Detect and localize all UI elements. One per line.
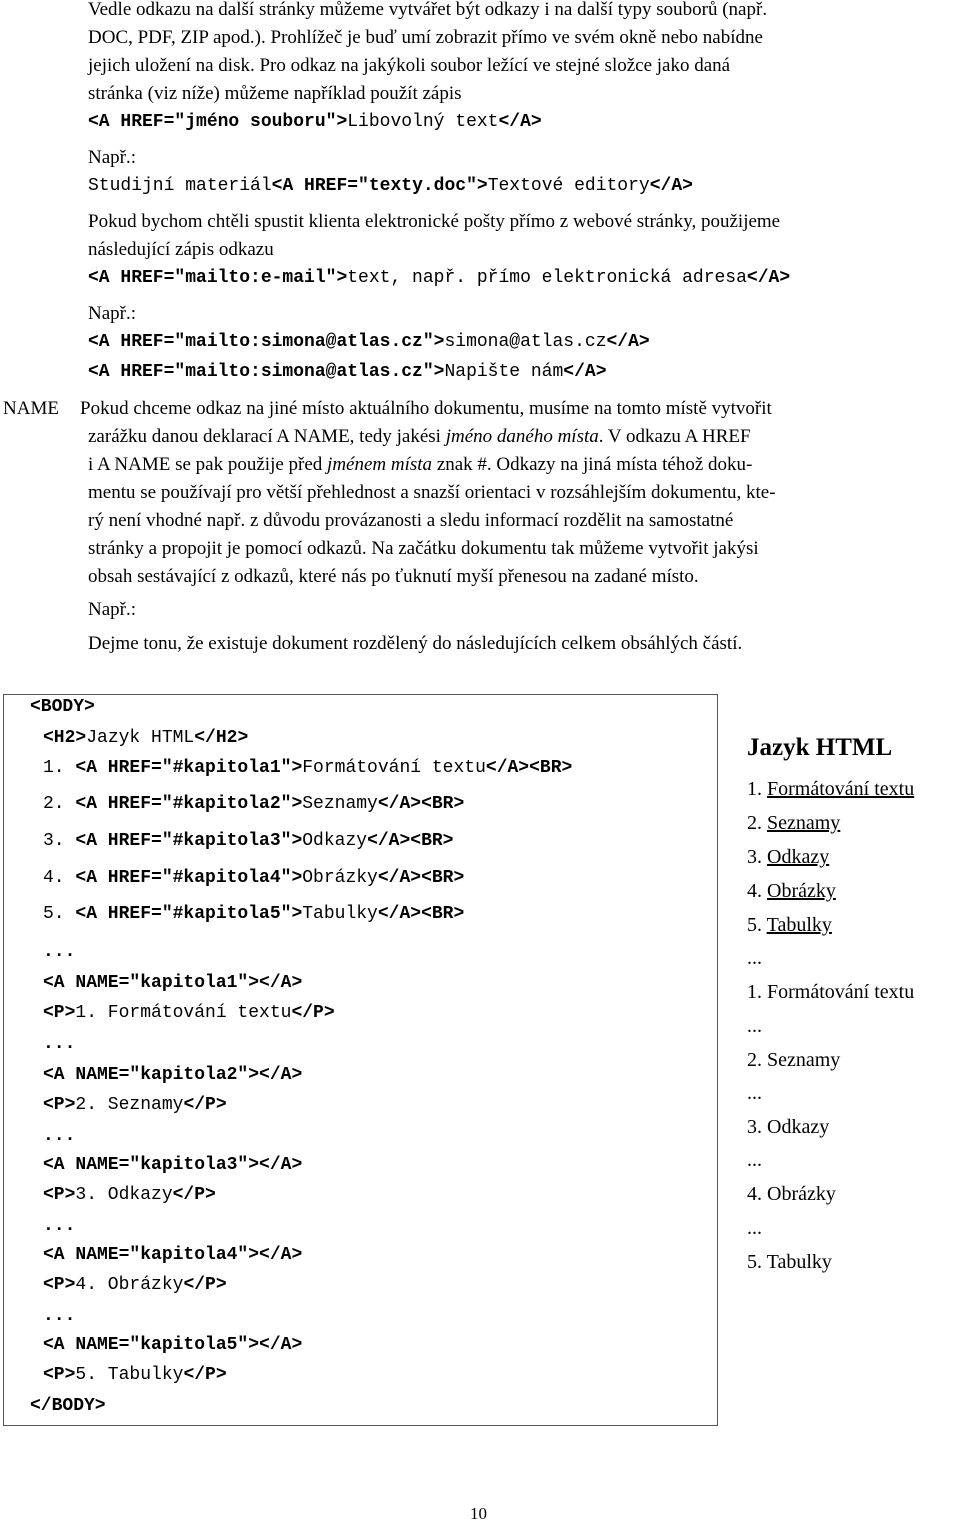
code-line: 2. <A HREF="#kapitola2">Seznamy</A><BR> bbox=[43, 794, 465, 814]
text-line: Vedle odkazu na další stránky můžeme vytvářet být odkazy i na další typy souborů (např. bbox=[88, 0, 768, 20]
rendered-link[interactable]: 4. Obrázky bbox=[747, 880, 836, 902]
text-line: Pokud bychom chtěli spustit klienta elektronické pošty přímo z webové stránky, použijeme bbox=[88, 211, 781, 232]
rendered-section: 5. Tabulky bbox=[747, 1251, 832, 1273]
code-line: 4. <A HREF="#kapitola4">Obrázky</A><BR> bbox=[43, 868, 465, 888]
code-example-5: <A HREF="mailto:simona@atlas.cz">Napište nám</A> bbox=[88, 362, 607, 382]
text-line: obsah sestávající z odkazů, které nás po ťuknutí myší přenesou na zadané místo. bbox=[88, 566, 699, 587]
rendered-ellipsis: ... bbox=[747, 1082, 762, 1104]
code-line: 5. <A HREF="#kapitola5">Tabulky</A><BR> bbox=[43, 904, 465, 924]
term-name: NAME bbox=[3, 398, 59, 419]
text-line: stránka (viz níže) můžeme například použít zápis bbox=[88, 83, 462, 104]
code-example-4: <A HREF="mailto:simona@atlas.cz">simona@atlas.cz</A> bbox=[88, 332, 650, 352]
rendered-ellipsis: ... bbox=[747, 1217, 762, 1239]
rendered-link[interactable]: 3. Odkazy bbox=[747, 846, 830, 868]
rendered-section: 1. Formátování textu bbox=[747, 981, 915, 1003]
text-line: stránky a propojit je pomocí odkazů. Na začátku dokumentu tak můžeme vytvořit jakýsi bbox=[88, 538, 759, 559]
rendered-section: 4. Obrázky bbox=[747, 1183, 836, 1205]
rendered-link[interactable]: 5. Tabulky bbox=[747, 914, 832, 936]
page-number: 10 bbox=[470, 1504, 487, 1523]
code-line: <P>3. Odkazy</P> bbox=[43, 1185, 216, 1205]
example-label: Např.: bbox=[88, 599, 137, 620]
text-line: zarážku danou deklarací A NAME, tedy jakési jméno daného místa. V odkazu A HREF bbox=[88, 426, 751, 447]
code-line: <A NAME="kapitola5"></A> bbox=[43, 1335, 303, 1355]
code-example-1: <A HREF="jméno souboru">Libovolný text</A> bbox=[88, 112, 542, 132]
rendered-section: 2. Seznamy bbox=[747, 1049, 841, 1071]
code-line: <P>2. Seznamy</P> bbox=[43, 1095, 227, 1115]
code-line: ... bbox=[43, 1034, 76, 1054]
code-line: <H2>Jazyk HTML</H2> bbox=[43, 728, 249, 748]
code-example-2: Studijní materiál<A HREF="texty.doc">Textové editory</A> bbox=[88, 176, 693, 196]
rendered-link[interactable]: 1. Formátování textu bbox=[747, 778, 915, 800]
example-label: Např.: bbox=[88, 147, 137, 168]
code-line: ... bbox=[43, 1306, 76, 1326]
text-line: i A NAME se pak použije před jménem místa znak #. Odkazy na jiná místa téhož doku- bbox=[88, 454, 753, 475]
code-line: <A NAME="kapitola1"></A> bbox=[43, 973, 303, 993]
text-line: jejich uložení na disk. Pro odkaz na jakýkoli soubor ležící ve stejné složce jako daná bbox=[88, 55, 731, 76]
rendered-ellipsis: ... bbox=[747, 1149, 762, 1171]
code-line: 3. <A HREF="#kapitola3">Odkazy</A><BR> bbox=[43, 831, 454, 851]
rendered-link[interactable]: 2. Seznamy bbox=[747, 812, 841, 834]
code-line: <A NAME="kapitola3"></A> bbox=[43, 1155, 303, 1175]
code-line: </BODY> bbox=[30, 1396, 106, 1416]
text-line: mentu se používají pro větší přehlednost a snazší orientaci v rozsáhlejším dokumentu, kte- bbox=[88, 482, 776, 503]
code-line: ... bbox=[43, 1216, 76, 1236]
text-line: následující zápis odkazu bbox=[88, 239, 274, 260]
rendered-section: 3. Odkazy bbox=[747, 1116, 830, 1138]
text-line: rý není vhodné např. z důvodu provázanosti a sledu informací rozdělit na samostatné bbox=[88, 510, 734, 531]
code-line: <BODY> bbox=[30, 697, 95, 717]
code-example-3: <A HREF="mailto:e-mail">text, např. přímo elektronická adresa</A> bbox=[88, 268, 791, 288]
rendered-ellipsis: ... bbox=[747, 1015, 762, 1037]
text-line: Dejme tonu, že existuje dokument rozdělený do následujících celkem obsáhlých částí. bbox=[88, 633, 743, 654]
code-line: ... bbox=[43, 942, 76, 962]
code-line: <P>4. Obrázky</P> bbox=[43, 1275, 227, 1295]
text-line: Pokud chceme odkaz na jiné místo aktuálního dokumentu, musíme na tomto místě vytvořit bbox=[80, 398, 772, 419]
code-line: ... bbox=[43, 1126, 76, 1146]
code-line: <P>5. Tabulky</P> bbox=[43, 1365, 227, 1385]
code-line: 1. <A HREF="#kapitola1">Formátování textu</A><BR> bbox=[43, 758, 573, 778]
rendered-ellipsis: ... bbox=[747, 947, 762, 969]
code-line: <P>1. Formátování textu</P> bbox=[43, 1003, 335, 1023]
code-line: <A NAME="kapitola4"></A> bbox=[43, 1245, 303, 1265]
code-line: <A NAME="kapitola2"></A> bbox=[43, 1065, 303, 1085]
rendered-heading: Jazyk HTML bbox=[747, 734, 893, 761]
text-line: DOC, PDF, ZIP apod.). Prohlížeč je buď umí zobrazit přímo ve svém okně nebo nabídne bbox=[88, 27, 763, 48]
example-label: Např.: bbox=[88, 303, 137, 324]
